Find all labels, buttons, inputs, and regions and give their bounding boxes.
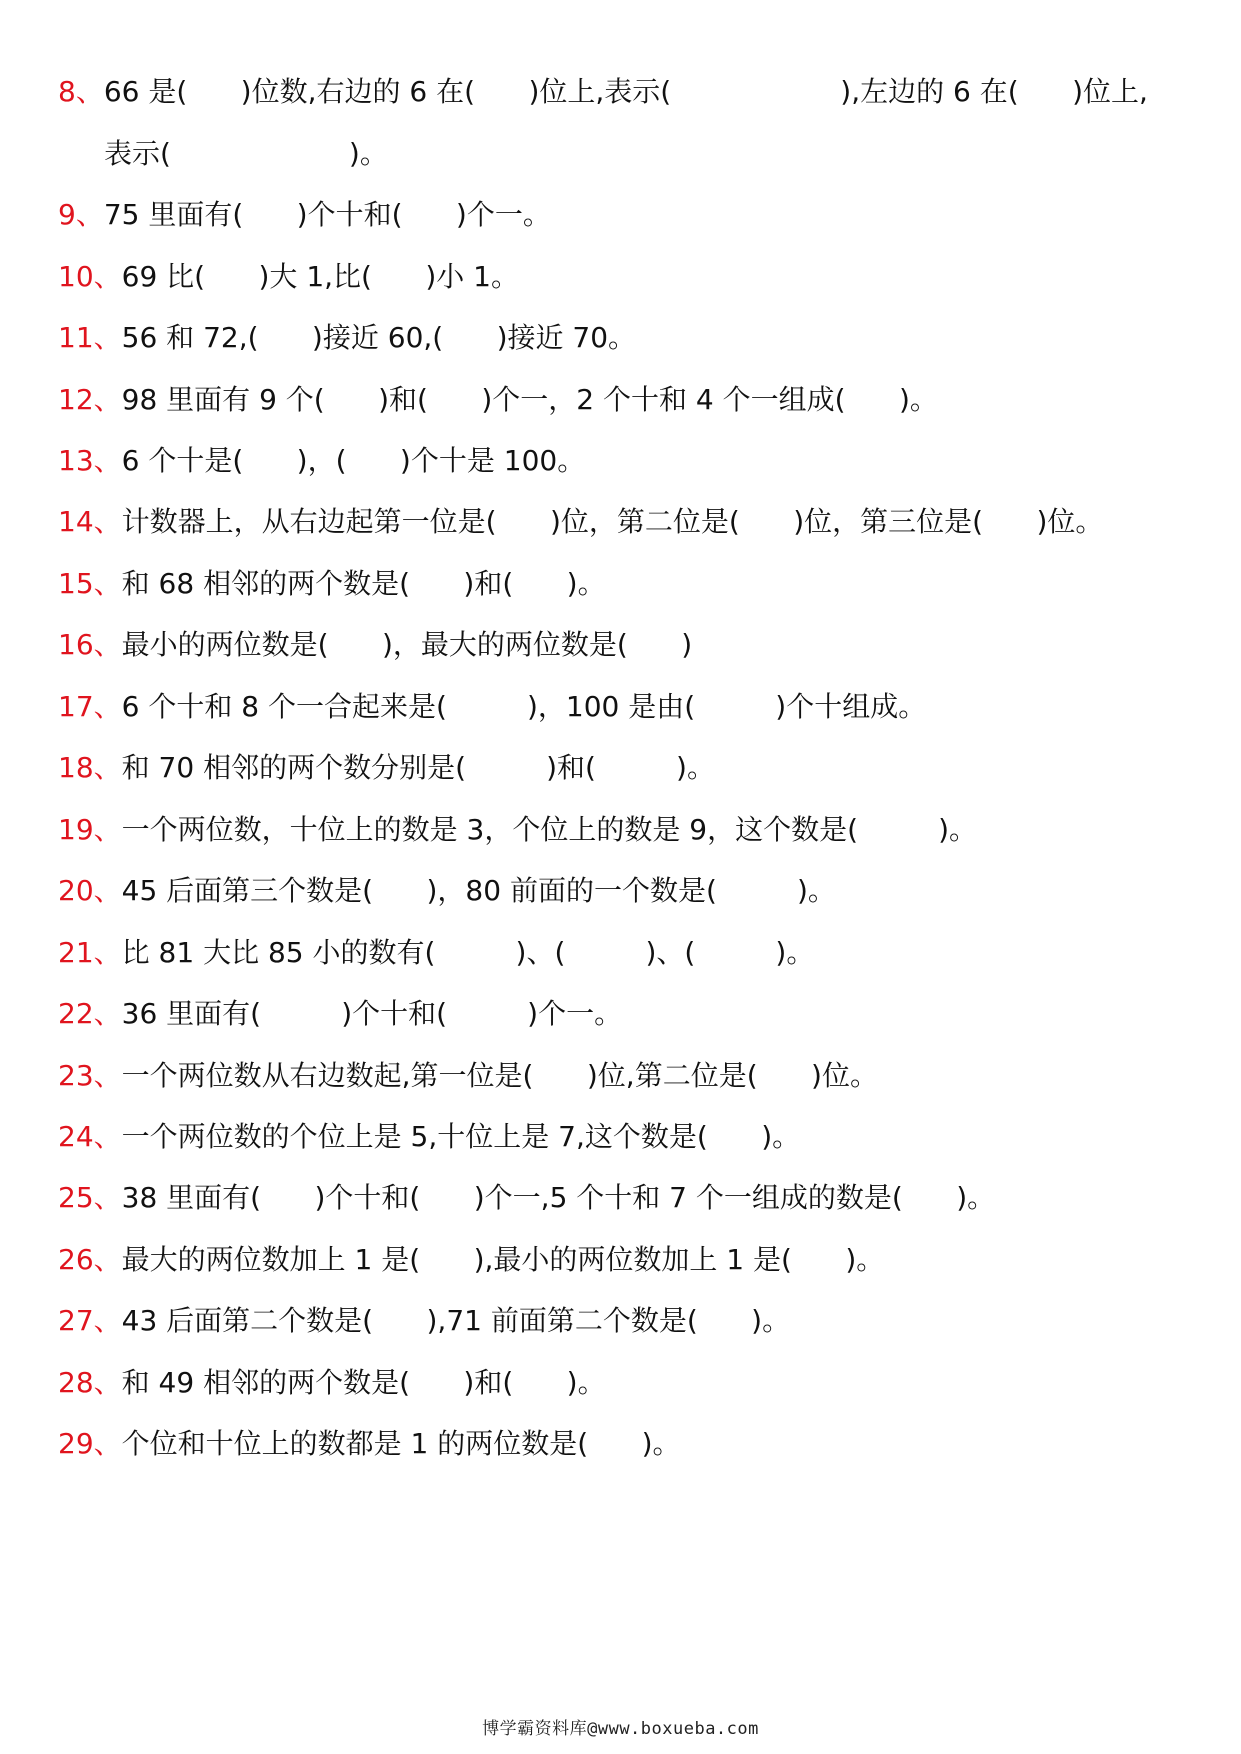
question-text: 98 里面有 9 个( )和( )个一，2 个十和 4 个一组成( )。 <box>121 383 938 416</box>
question-9 <box>58 195 1201 235</box>
question-26 <box>58 1240 1201 1280</box>
question-text: 比 81 大比 85 小的数有( )、( )、( )。 <box>121 936 815 969</box>
question-text: 75 里面有( )个十和( )个一。 <box>103 198 551 231</box>
question-number: 18、 <box>58 751 122 784</box>
question-29 <box>58 1424 1201 1464</box>
question-16 <box>58 625 1201 665</box>
question-text: 一个两位数的个位上是 5,十位上是 7,这个数是( )。 <box>121 1120 801 1153</box>
footer-watermark: 博学霸资料库@www.boxueba.com <box>482 1719 759 1739</box>
question-number: 25、 <box>58 1181 122 1214</box>
question-number: 28、 <box>58 1366 122 1399</box>
question-17 <box>58 687 1201 727</box>
question-text: 6 个十是( )，( )个十是 100。 <box>121 444 586 477</box>
question-text: 最小的两位数是( )，最大的两位数是( ) <box>121 628 693 661</box>
question-text: 45 后面第三个数是( )，80 前面的一个数是( )。 <box>121 874 836 907</box>
question-28 <box>58 1363 1201 1403</box>
question-text: 43 后面第二个数是( ),71 前面第二个数是( )。 <box>121 1304 791 1337</box>
question-22 <box>58 994 1201 1034</box>
question-text: 66 是( )位数,右边的 6 在( )位上,表示( ),左边的 6 在( )位上, <box>103 75 1148 108</box>
question-10 <box>58 257 1201 297</box>
question-text: 计数器上，从右边起第一位是( )位，第二位是( )位，第三位是( )位。 <box>121 505 1104 538</box>
question-8 <box>58 72 1201 112</box>
question-21 <box>58 933 1201 973</box>
question-number: 22、 <box>58 997 122 1030</box>
question-number: 26、 <box>58 1243 122 1276</box>
question-14 <box>58 502 1201 542</box>
question-number: 13、 <box>58 444 122 477</box>
question-number: 23、 <box>58 1059 122 1092</box>
question-number: 27、 <box>58 1304 122 1337</box>
question-number: 24、 <box>58 1120 122 1153</box>
question-number: 20、 <box>58 874 122 907</box>
question-27 <box>58 1301 1201 1341</box>
question-text: 36 里面有( )个十和( )个一。 <box>121 997 623 1030</box>
question-number: 9、 <box>58 198 104 231</box>
question-text: 一个两位数从右边数起,第一位是( )位,第二位是( )位。 <box>121 1059 878 1092</box>
question-8-continuation: 表示( )。 <box>104 137 388 170</box>
question-number: 12、 <box>58 383 122 416</box>
question-text: 69 比( )大 1,比( )小 1。 <box>121 260 520 293</box>
question-text: 和 68 相邻的两个数是( )和( )。 <box>121 567 606 600</box>
question-18 <box>58 748 1201 788</box>
question-12 <box>58 380 1201 420</box>
question-text: 一个两位数，十位上的数是 3，个位上的数是 9，这个数是( )。 <box>121 813 978 846</box>
question-number: 14、 <box>58 505 122 538</box>
question-number: 19、 <box>58 813 122 846</box>
question-text: 和 70 相邻的两个数分别是( )和( )。 <box>121 751 715 784</box>
question-number: 29、 <box>58 1427 122 1460</box>
question-number: 17、 <box>58 690 122 723</box>
question-number: 16、 <box>58 628 122 661</box>
question-number: 8、 <box>58 75 104 108</box>
question-11 <box>58 318 1201 358</box>
question-number: 21、 <box>58 936 122 969</box>
question-text: 最大的两位数加上 1 是( ),最小的两位数加上 1 是( )。 <box>121 1243 885 1276</box>
question-text: 6 个十和 8 个一合起来是( )，100 是由( )个十组成。 <box>121 690 927 723</box>
question-number: 15、 <box>58 567 122 600</box>
question-19 <box>58 810 1201 850</box>
question-text: 和 49 相邻的两个数是( )和( )。 <box>121 1366 606 1399</box>
question-15 <box>58 564 1201 604</box>
question-text: 38 里面有( )个十和( )个一,5 个十和 7 个一组成的数是( )。 <box>121 1181 996 1214</box>
question-number: 11、 <box>58 321 122 354</box>
question-text: 个位和十位上的数都是 1 的两位数是( )。 <box>121 1427 681 1460</box>
question-23 <box>58 1056 1201 1096</box>
question-text: 56 和 72,( )接近 60,( )接近 70。 <box>121 321 637 354</box>
question-number: 10、 <box>58 260 122 293</box>
question-25 <box>58 1178 1201 1218</box>
question-20 <box>58 871 1201 911</box>
question-24 <box>58 1117 1201 1157</box>
question-13 <box>58 441 1201 481</box>
